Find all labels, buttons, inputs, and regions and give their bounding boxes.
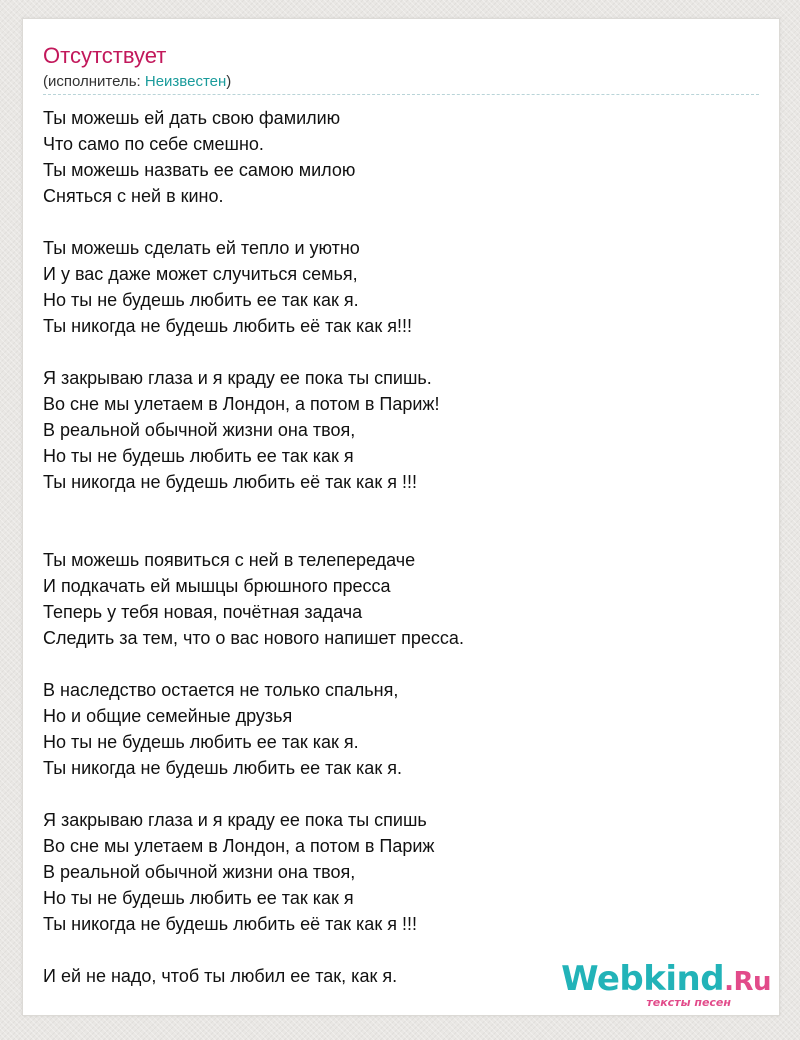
lyrics-line: Следить за тем, что о вас нового напишет пресса. xyxy=(43,628,464,648)
artist-prefix: (исполнитель: xyxy=(43,73,145,90)
lyrics-line: Ты можешь сделать ей тепло и уютно xyxy=(43,238,360,258)
lyrics-stanza xyxy=(43,105,743,209)
lyrics-stanza xyxy=(43,365,743,495)
song-title: Отсутствует xyxy=(43,43,167,68)
lyrics-line: В реальной обычной жизни она твоя, xyxy=(43,862,356,882)
lyrics-line: Я закрываю глаза и я краду ее пока ты спишь. xyxy=(43,368,432,388)
logo-wordmark xyxy=(561,959,771,999)
lyrics-line: Во сне мы улетаем в Лондон, а потом в Париж xyxy=(43,836,435,856)
lyrics-line: Но ты не будешь любить ее так как я. xyxy=(43,290,359,310)
lyrics-line: Ты никогда не будешь любить её так как я !!! xyxy=(43,914,417,934)
lyrics-line: Я закрываю глаза и я краду ее пока ты спишь xyxy=(43,810,427,830)
lyrics-line: Теперь у тебя новая, почётная задача xyxy=(43,602,363,622)
lyrics-line: Сняться с ней в кино. xyxy=(43,186,224,206)
divider xyxy=(43,94,759,95)
lyrics-stanza xyxy=(43,677,743,781)
lyrics-line: Во сне мы улетаем в Лондон, а потом в Париж! xyxy=(43,394,440,414)
lyrics-card xyxy=(22,18,780,1016)
lyrics-stanza xyxy=(43,547,743,651)
lyrics-stanza xyxy=(43,807,743,937)
lyrics-line: Но ты не будешь любить ее так как я. xyxy=(43,732,359,752)
site-logo[interactable] xyxy=(561,959,771,1009)
lyrics-line: Ты никогда не будешь любить её так как я !!! xyxy=(43,472,417,492)
lyrics-line: Но ты не будешь любить ее так как я xyxy=(43,888,354,908)
artist-link[interactable]: Неизвестен xyxy=(144,73,227,90)
lyrics-stanza xyxy=(43,235,743,339)
lyrics-body xyxy=(43,105,743,1015)
lyrics-line: Ты можешь назвать ее самою милою xyxy=(43,160,356,180)
lyrics-line: Что само по себе смешно. xyxy=(43,134,264,154)
lyrics-line: И ей не надо, чтоб ты любил ее так, как я. xyxy=(43,966,398,986)
logo-tld: .Ru xyxy=(724,967,771,997)
lyrics-line: Ты можешь появиться с ней в телепередаче xyxy=(43,550,416,570)
lyrics-line: Но и общие семейные друзья xyxy=(43,706,293,726)
artist-suffix: ) xyxy=(226,73,232,90)
logo-name: Webkind xyxy=(561,959,725,999)
lyrics-line: В наследство остается не только спальня, xyxy=(43,680,399,700)
lyrics-line: Ты никогда не будешь любить ее так как я. xyxy=(43,758,402,778)
lyrics-line: Ты никогда не будешь любить её так как я!!! xyxy=(43,316,412,336)
lyrics-line: И подкачать ей мышцы брюшного пресса xyxy=(43,576,391,596)
lyrics-line: В реальной обычной жизни она твоя, xyxy=(43,420,356,440)
lyrics-line: И у вас даже может случиться семья, xyxy=(43,264,358,284)
logo-tagline: тексты песен xyxy=(646,996,731,1009)
lyrics-line: Ты можешь ей дать свою фамилию xyxy=(43,108,341,128)
lyrics-line: Но ты не будешь любить ее так как я xyxy=(43,446,354,466)
artist-line xyxy=(43,73,231,91)
